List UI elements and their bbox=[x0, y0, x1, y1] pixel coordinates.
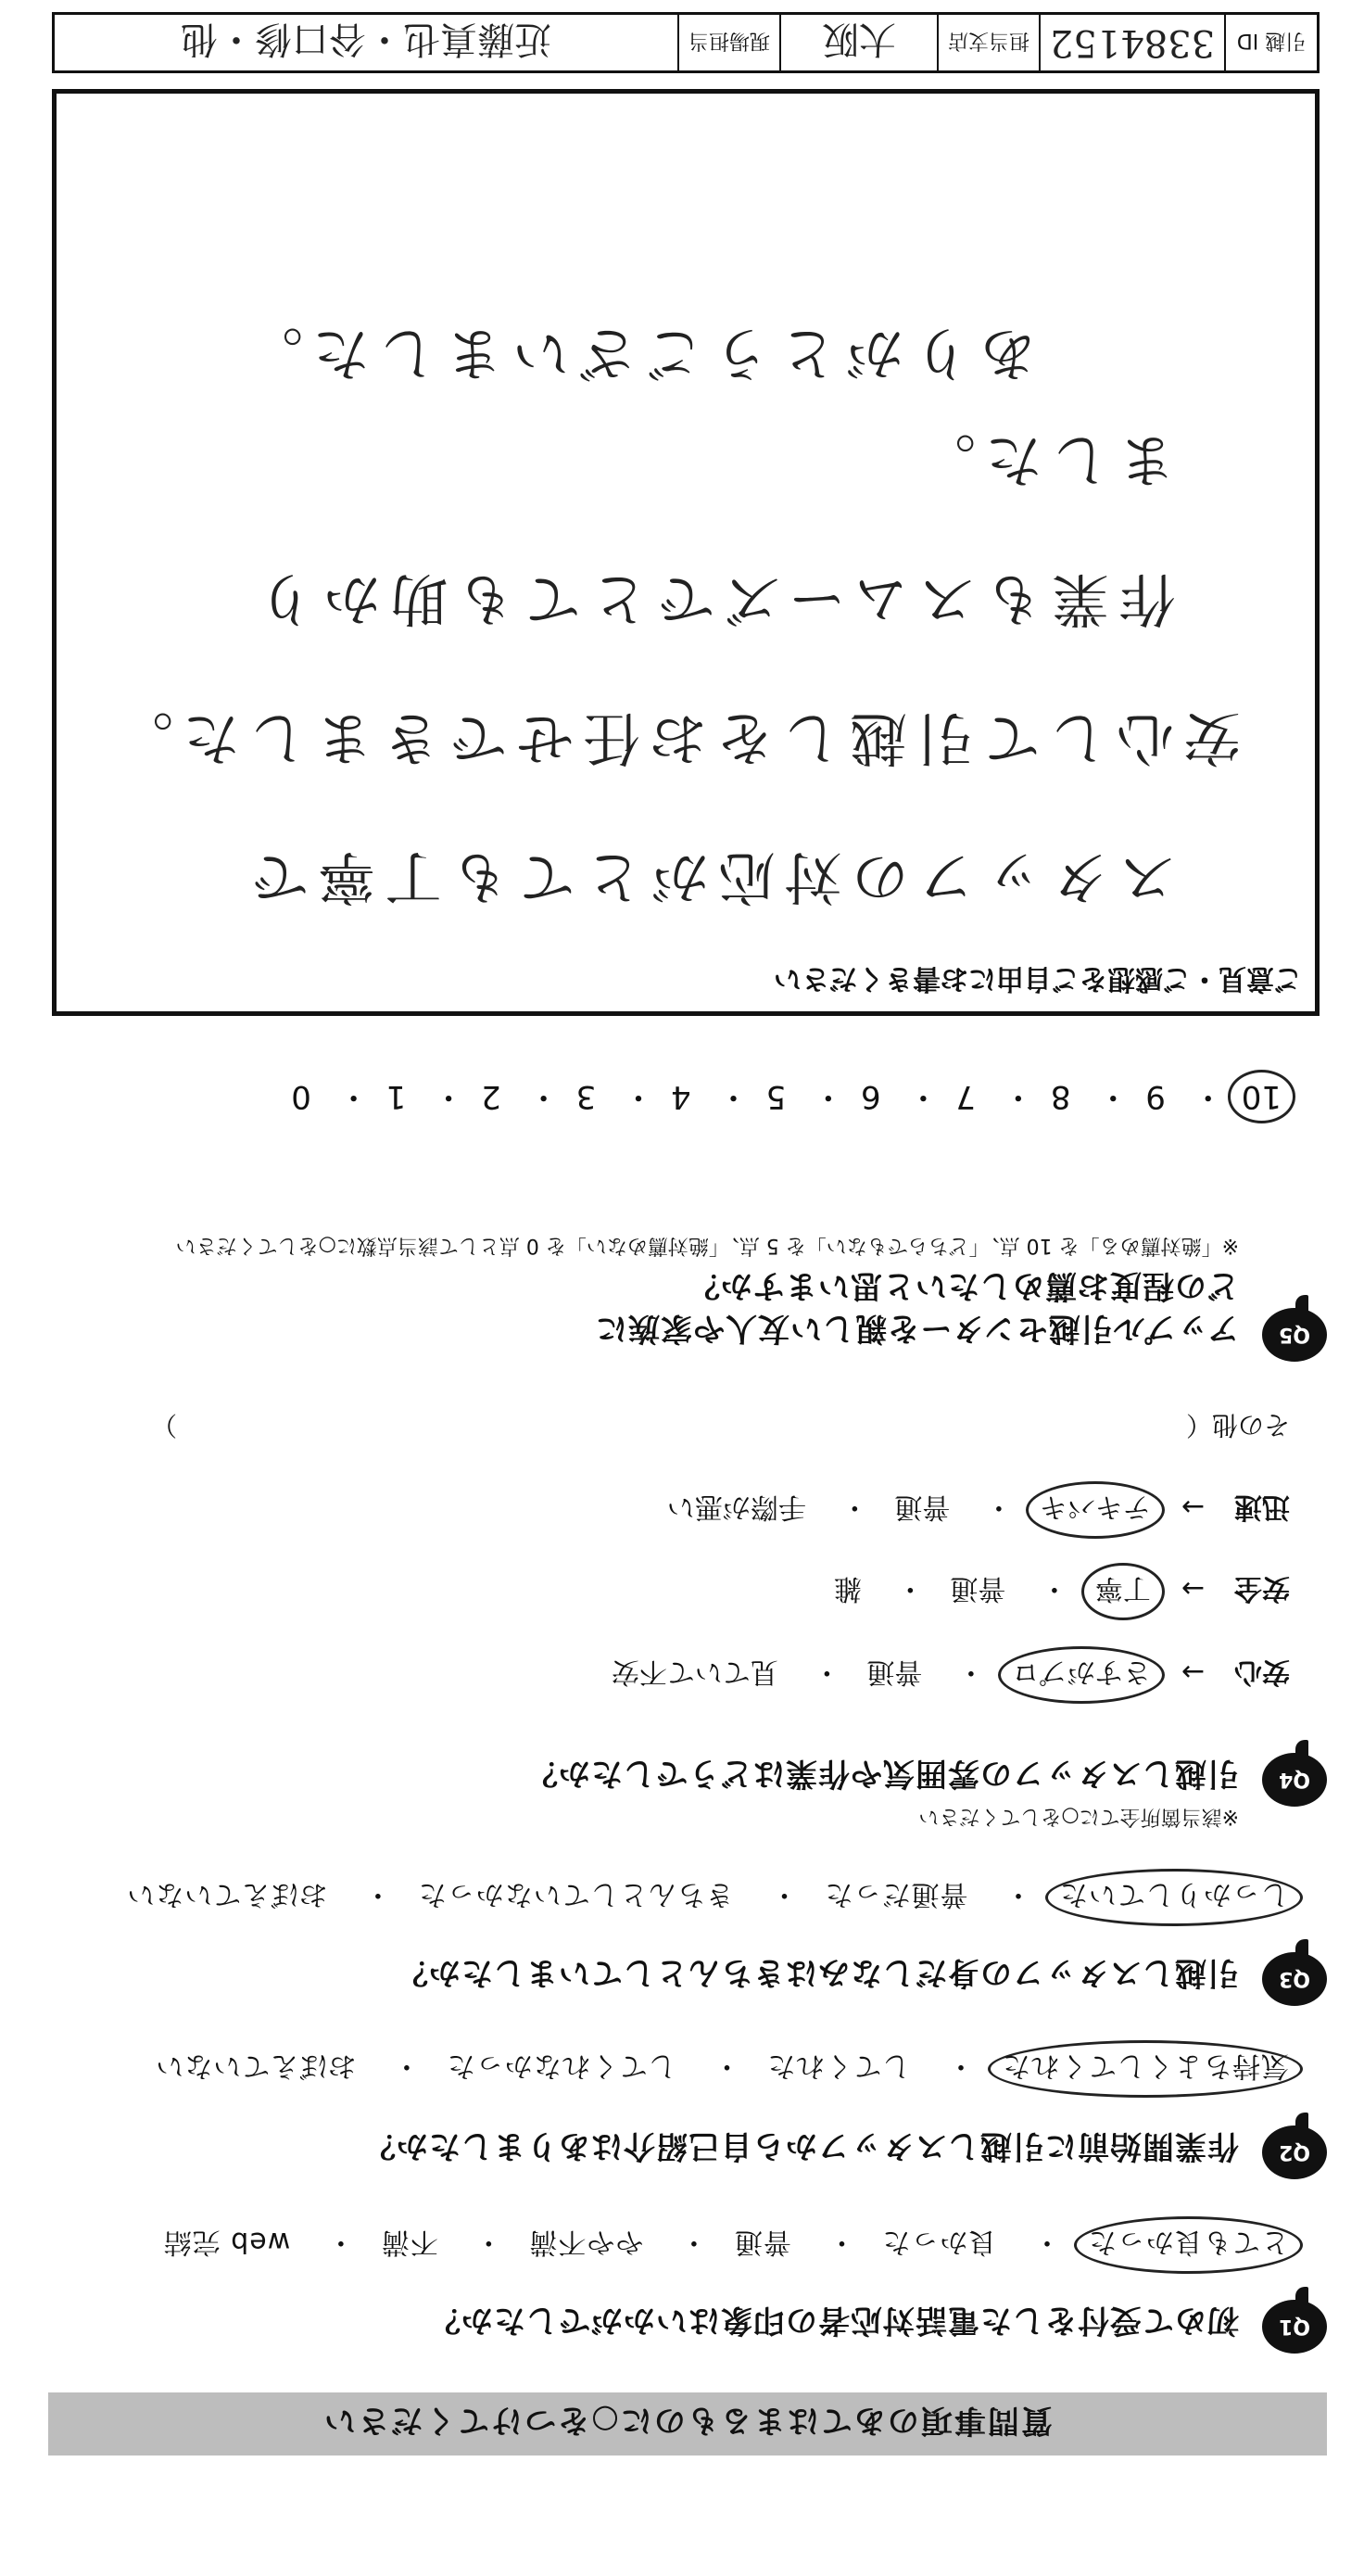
staff-label: 現場担当 bbox=[677, 15, 779, 70]
handwritten-line: ありがとうございました。 bbox=[235, 320, 1037, 387]
arrow-icon: → bbox=[1181, 1572, 1206, 1605]
q5-score[interactable]: 1 bbox=[385, 1078, 407, 1115]
q4-option[interactable]: 手際が悪い bbox=[666, 1491, 806, 1523]
q5-badge: Q5 bbox=[1262, 1308, 1327, 1362]
q5-score[interactable]: 9 bbox=[1145, 1078, 1166, 1115]
q5-score[interactable]: 2 bbox=[481, 1078, 501, 1115]
q4-option-selected[interactable]: さすがプロ bbox=[998, 1646, 1165, 1704]
q4-row-anzen: 安全 → 丁寧・ 普通・ 雑 bbox=[834, 1571, 1290, 1612]
q4-option[interactable]: 普通 bbox=[866, 1656, 923, 1688]
q5-text-line2: どの程度お薦めしたいと思いますか？ bbox=[688, 1267, 1239, 1304]
q3-option[interactable]: 普通だった bbox=[824, 1878, 968, 1910]
q3-badge: Q3 bbox=[1262, 1952, 1327, 2006]
q2-badge: Q2 bbox=[1262, 2126, 1327, 2179]
q4-option[interactable]: 見ていて不安 bbox=[611, 1656, 778, 1688]
q5-score[interactable]: 6 bbox=[860, 1078, 881, 1115]
q1-option[interactable]: やや不満 bbox=[528, 2226, 644, 2258]
store-value: 大阪 bbox=[779, 15, 937, 70]
q4-row-jinsoku: 迅速 → テキパキ・ 普通・ 手際が悪い bbox=[667, 1490, 1290, 1530]
handwritten-line: 作業もスムーズでとても助かり bbox=[247, 565, 1176, 633]
comment-box[interactable] bbox=[52, 89, 1320, 1016]
q2-option-selected[interactable]: 気持ちよくしてくれた bbox=[988, 2040, 1303, 2098]
q5-score[interactable]: 4 bbox=[671, 1078, 691, 1115]
q3-options: しっかりしていた・ 普通だった・ きちんとしていなかった・ おぼえていない bbox=[126, 1877, 1290, 1918]
q1-option[interactable]: web 完結 bbox=[162, 2226, 291, 2258]
q1-text: 初めて受付をした電話対応者の印象はいかがでしたか？ bbox=[428, 2302, 1239, 2339]
footer-id-row bbox=[52, 12, 1320, 73]
q4-option[interactable]: 雑 bbox=[833, 1572, 862, 1605]
q5-score[interactable]: 8 bbox=[1050, 1078, 1071, 1115]
q1-option[interactable]: 良かった bbox=[881, 2226, 997, 2258]
q4-badge: Q4 bbox=[1262, 1753, 1327, 1807]
q1-option-selected[interactable]: とても良かった bbox=[1074, 2216, 1303, 2274]
q5-score[interactable]: 5 bbox=[765, 1078, 787, 1115]
q5-score[interactable]: 3 bbox=[575, 1078, 597, 1115]
q4-text: 引越しスタッフの雰囲気や作業はどうでしたか？ bbox=[525, 1755, 1239, 1792]
q4-row-label: 安全 bbox=[1234, 1572, 1290, 1605]
q4-row-label: 安心 bbox=[1234, 1656, 1290, 1688]
comment-heading: ご意見・ご感想をご自由にお書きください bbox=[774, 962, 1302, 995]
q4-option[interactable]: 普通 bbox=[894, 1491, 951, 1523]
q3-option[interactable]: きちんとしていなかった bbox=[417, 1878, 734, 1910]
handwritten-line: スタッフの対応がとても丁寧で bbox=[241, 844, 1176, 911]
q4-other: その他（ ） bbox=[151, 1410, 1290, 1440]
q1-options: とても良かった・ 良かった・ 普通・ やや不満・ 不満・ web 完結 bbox=[163, 2225, 1290, 2265]
q4-other-label: その他（ bbox=[1185, 1410, 1290, 1440]
q5-scale: 10・ 9・ 8・ 7・ 6・ 5・ 4・ 3・ 2・ 1・ 0 bbox=[291, 1077, 1282, 1123]
q4-option-selected[interactable]: テキパキ bbox=[1026, 1481, 1165, 1539]
q4-option-selected[interactable]: 丁寧 bbox=[1081, 1563, 1165, 1620]
handwritten-line: 安心して引越しをお任せできました。 bbox=[106, 704, 1241, 772]
q5-score[interactable]: 0 bbox=[291, 1078, 311, 1115]
arrow-icon: → bbox=[1181, 1491, 1206, 1523]
store-label: 担当支店 bbox=[937, 15, 1039, 70]
q3-text: 引越しスタッフの身だしなみはきちんとしていましたか？ bbox=[396, 1954, 1239, 1991]
q1-option[interactable]: 不満 bbox=[380, 2226, 438, 2258]
instruction-banner: 質問事項のあてはまるものに○をつけてください bbox=[48, 2392, 1327, 2455]
q4-option[interactable]: 普通 bbox=[950, 1572, 1006, 1605]
q4-row-anshin: 安心 → さすがプロ・ 普通・ 見ていて不安 bbox=[612, 1655, 1290, 1695]
q2-option[interactable]: おぼえていない bbox=[155, 2049, 357, 2082]
q4-row-label: 迅速 bbox=[1234, 1491, 1290, 1523]
arrow-icon: → bbox=[1181, 1656, 1206, 1688]
q2-option[interactable]: してくれた bbox=[766, 2049, 911, 2082]
q5-score-selected[interactable]: 10 bbox=[1228, 1070, 1295, 1123]
q3-option[interactable]: おぼえていない bbox=[126, 1878, 328, 1910]
staff-value: 近藤真也・谷口修・他 bbox=[181, 18, 551, 61]
q2-text: 作業開始前に引越しスタッフから自己紹介はありましたか？ bbox=[363, 2127, 1239, 2164]
q2-option[interactable]: してくれなかった bbox=[446, 2049, 676, 2082]
id-label: 引越 ID bbox=[1224, 15, 1317, 70]
q2-options: 気持ちよくしてくれた・ してくれた・ してくれなかった・ おぼえていない bbox=[155, 2049, 1290, 2089]
q1-badge: Q1 bbox=[1262, 2300, 1327, 2354]
q1-option[interactable]: 普通 bbox=[733, 2226, 791, 2258]
handwritten-line: ました。 bbox=[908, 426, 1176, 494]
q5-text-line1: アップル引越センターを親しい友人や家族に bbox=[595, 1310, 1239, 1347]
q5-score[interactable]: 7 bbox=[955, 1078, 977, 1115]
q4-note: ※該当箇所全てに○をしてください bbox=[918, 1805, 1239, 1828]
q3-option-selected[interactable]: しっかりしていた bbox=[1045, 1869, 1303, 1926]
id-value: 3384152 bbox=[1039, 15, 1224, 70]
q5-note: ※「絶対薦める」を 10 点、「どちらでもない」を 5 点、「絶対薦めない」を 0 点として該当点数に○をしてください bbox=[175, 1234, 1239, 1257]
